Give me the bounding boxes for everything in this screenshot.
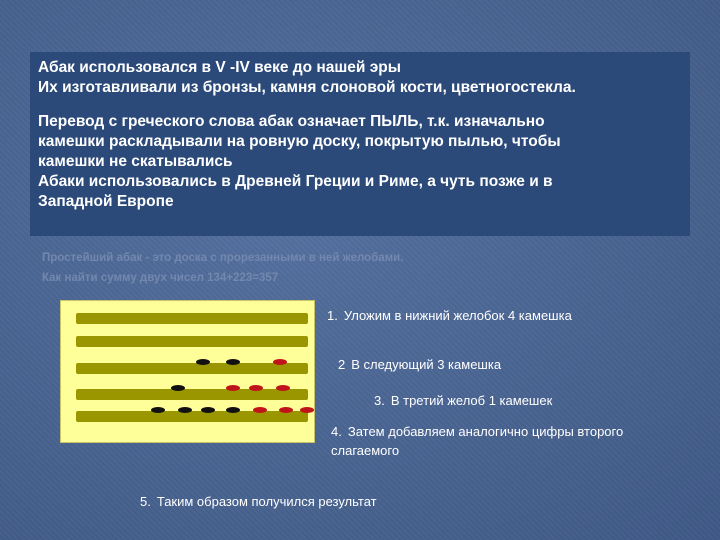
faded-definition-text: Простейший абак - это доска с прорезанными в ней желобами.: [42, 252, 404, 264]
red-bead: [300, 407, 314, 413]
step-number: 1.: [327, 308, 338, 323]
info-line: камешки не скатывались: [38, 153, 233, 170]
step-3: [374, 391, 552, 410]
red-bead: [276, 385, 290, 391]
black-bead: [226, 359, 240, 365]
step-text: В следующий 3 камешка: [351, 357, 502, 372]
step-4: [331, 422, 623, 441]
info-line: Их изготавливали из бронзы, камня слоновой кости, цветногостекла.: [38, 79, 576, 96]
info-line: Абаки использовались в Древней Греции и Риме, а чуть позже и в: [38, 173, 553, 190]
red-bead: [249, 385, 263, 391]
abacus-board: [60, 300, 315, 443]
info-line: Абак использовался в V -IV веке до нашей эры: [38, 59, 402, 76]
black-bead: [196, 359, 210, 365]
step-text: Таким образом получился результат: [156, 494, 377, 509]
step-number: 3.: [374, 393, 385, 408]
step-text: В третий желоб 1 камешек: [390, 393, 553, 408]
abacus-groove: [76, 389, 308, 400]
step-number: 2: [338, 357, 346, 372]
info-line: Перевод с греческого слова абак означает ПЫЛЬ, т.к. изначально: [38, 113, 545, 130]
step-text: слагаемого: [331, 443, 400, 458]
black-bead: [171, 385, 185, 391]
red-bead: [273, 359, 287, 365]
info-line: Западной Европе: [38, 193, 174, 210]
red-bead: [253, 407, 267, 413]
info-text-box: [30, 52, 690, 236]
red-bead: [226, 385, 240, 391]
step-1: [327, 306, 572, 325]
step-4-continuation: [331, 441, 399, 460]
step-number: 5.: [140, 494, 151, 509]
step-number: 4.: [331, 424, 342, 439]
abacus-groove: [76, 411, 308, 422]
black-bead: [151, 407, 165, 413]
step-text: Затем добавляем аналогично цифры второго: [347, 424, 624, 439]
black-bead: [178, 407, 192, 413]
abacus-groove: [76, 363, 308, 374]
black-bead: [201, 407, 215, 413]
info-line: камешки раскладывали на ровную доску, покрытую пылью, чтобы: [38, 133, 561, 150]
black-bead: [226, 407, 240, 413]
abacus-groove: [76, 336, 308, 347]
step-5: [140, 492, 377, 511]
step-2: [338, 355, 501, 374]
abacus-groove: [76, 313, 308, 324]
red-bead: [279, 407, 293, 413]
faded-sum-text: Как найти сумму двух чисел 134+223=357: [42, 272, 279, 284]
step-text: Уложим в нижний желобок 4 камешка: [343, 308, 572, 323]
